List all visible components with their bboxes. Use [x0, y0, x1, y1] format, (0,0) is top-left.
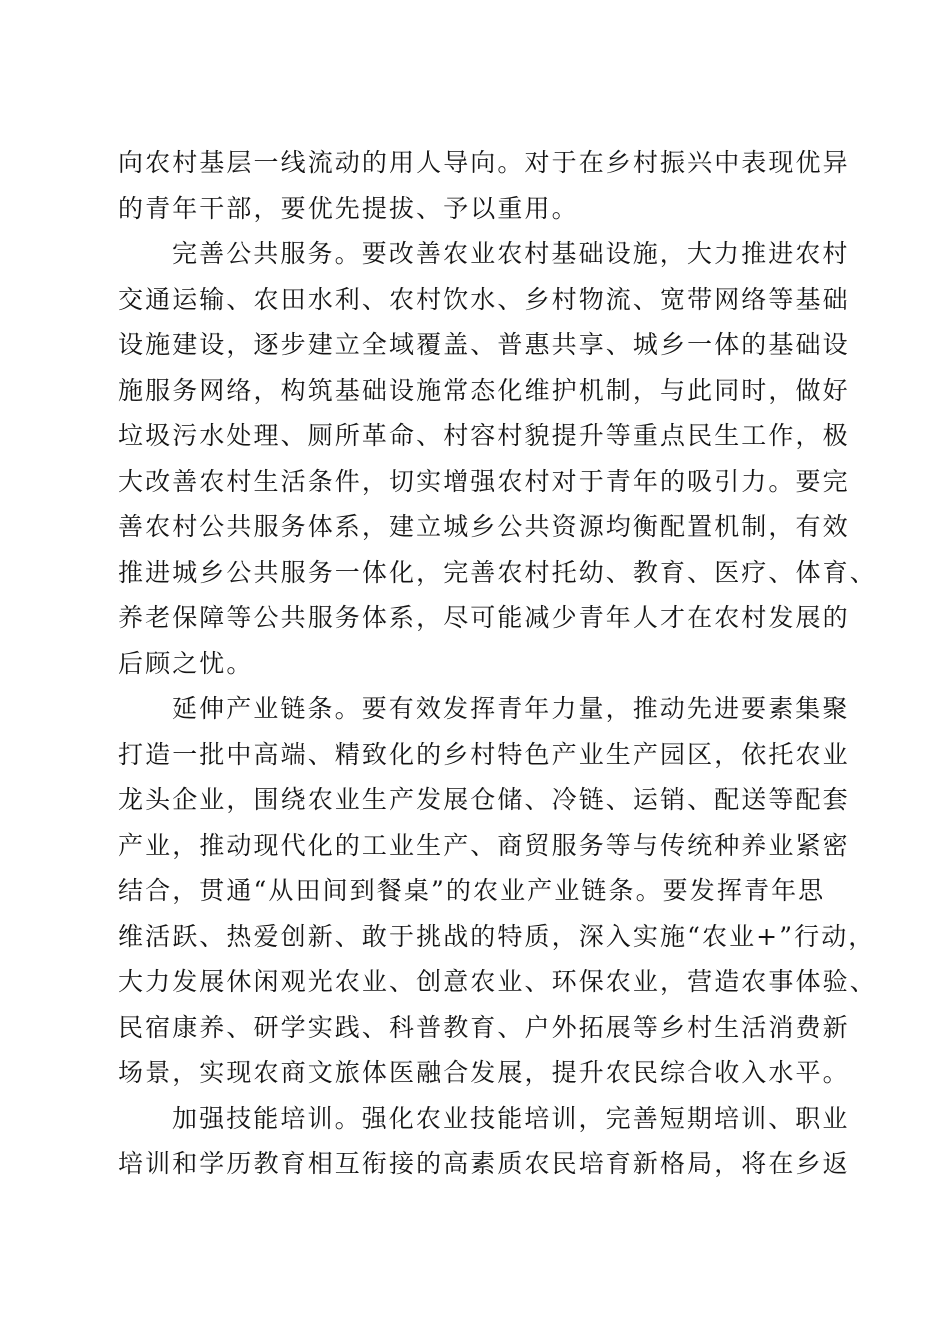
text-line: 的青年干部，要优先提拔、予以重用。 — [118, 193, 579, 223]
text-line: 打造一批中高端、精致化的乡村特色产业生产园区，依托农业 — [118, 739, 850, 769]
text-line: 养老保障等公共服务体系，尽可能减少青年人才在农村发展的 — [118, 603, 850, 632]
paragraph-start-skills-training: 加强技能培训。强化农业技能培训，完善短期培训、职业 — [172, 1103, 850, 1133]
text-line: 向农村基层一线流动的用人导向。对于在乡村振兴中表现优异 — [118, 148, 850, 177]
text-line: 大力发展休闲观光农业、创意农业、环保农业，营造农事体验、 — [118, 967, 877, 996]
text-line: 场景，实现农商文旅体医融合发展，提升农民综合收入水平。 — [118, 1058, 850, 1087]
text-line: 培训和学历教育相互衔接的高素质农民培育新格局，将在乡返 — [118, 1149, 850, 1178]
text-line: 施服务网络，构筑基础设施常态化维护机制，与此同时，做好 — [118, 375, 850, 405]
paragraph-start-public-services: 完善公共服务。要改善农业农村基础设施，大力推进农村 — [172, 239, 850, 268]
text-line: 推进城乡公共服务一体化，完善农村托幼、教育、医疗、体育、 — [118, 557, 877, 587]
text-line: 交通运输、农田水利、农村饮水、乡村物流、宽带网络等基础 — [118, 284, 850, 314]
body-text — [118, 140, 877, 1187]
text-line: 结合，贯通“从田间到餐桌”的农业产业链条。要发挥青年思 — [118, 876, 826, 905]
text-line: 后顾之忧。 — [118, 648, 254, 678]
text-line: 设施建设，逐步建立全域覆盖、普惠共享、城乡一体的基础设 — [118, 330, 850, 359]
text-line: 产业，推动现代化的工业生产、商贸服务等与传统种养业紧密 — [118, 830, 850, 860]
text-line: 龙头企业，围绕农业生产发展仓储、冷链、运销、配送等配套 — [118, 785, 850, 814]
text-line: 民宿康养、研学实践、科普教育、户外拓展等乡村生活消费新 — [118, 1012, 850, 1042]
text-line: 善农村公共服务体系，建立城乡公共资源均衡配置机制，有效 — [118, 512, 850, 541]
text-line: 大改善农村生活条件，切实增强农村对于青年的吸引力。要完 — [118, 466, 850, 496]
paragraph-start-industry-chain: 延伸产业链条。要有效发挥青年力量，推动先进要素集聚 — [172, 694, 850, 723]
text-line: 垃圾污水处理、厕所革命、村容村貌提升等重点民生工作，极 — [118, 421, 850, 450]
text-line: 维活跃、热爱创新、敢于挑战的特质，深入实施“农业+”行动， — [118, 921, 876, 951]
